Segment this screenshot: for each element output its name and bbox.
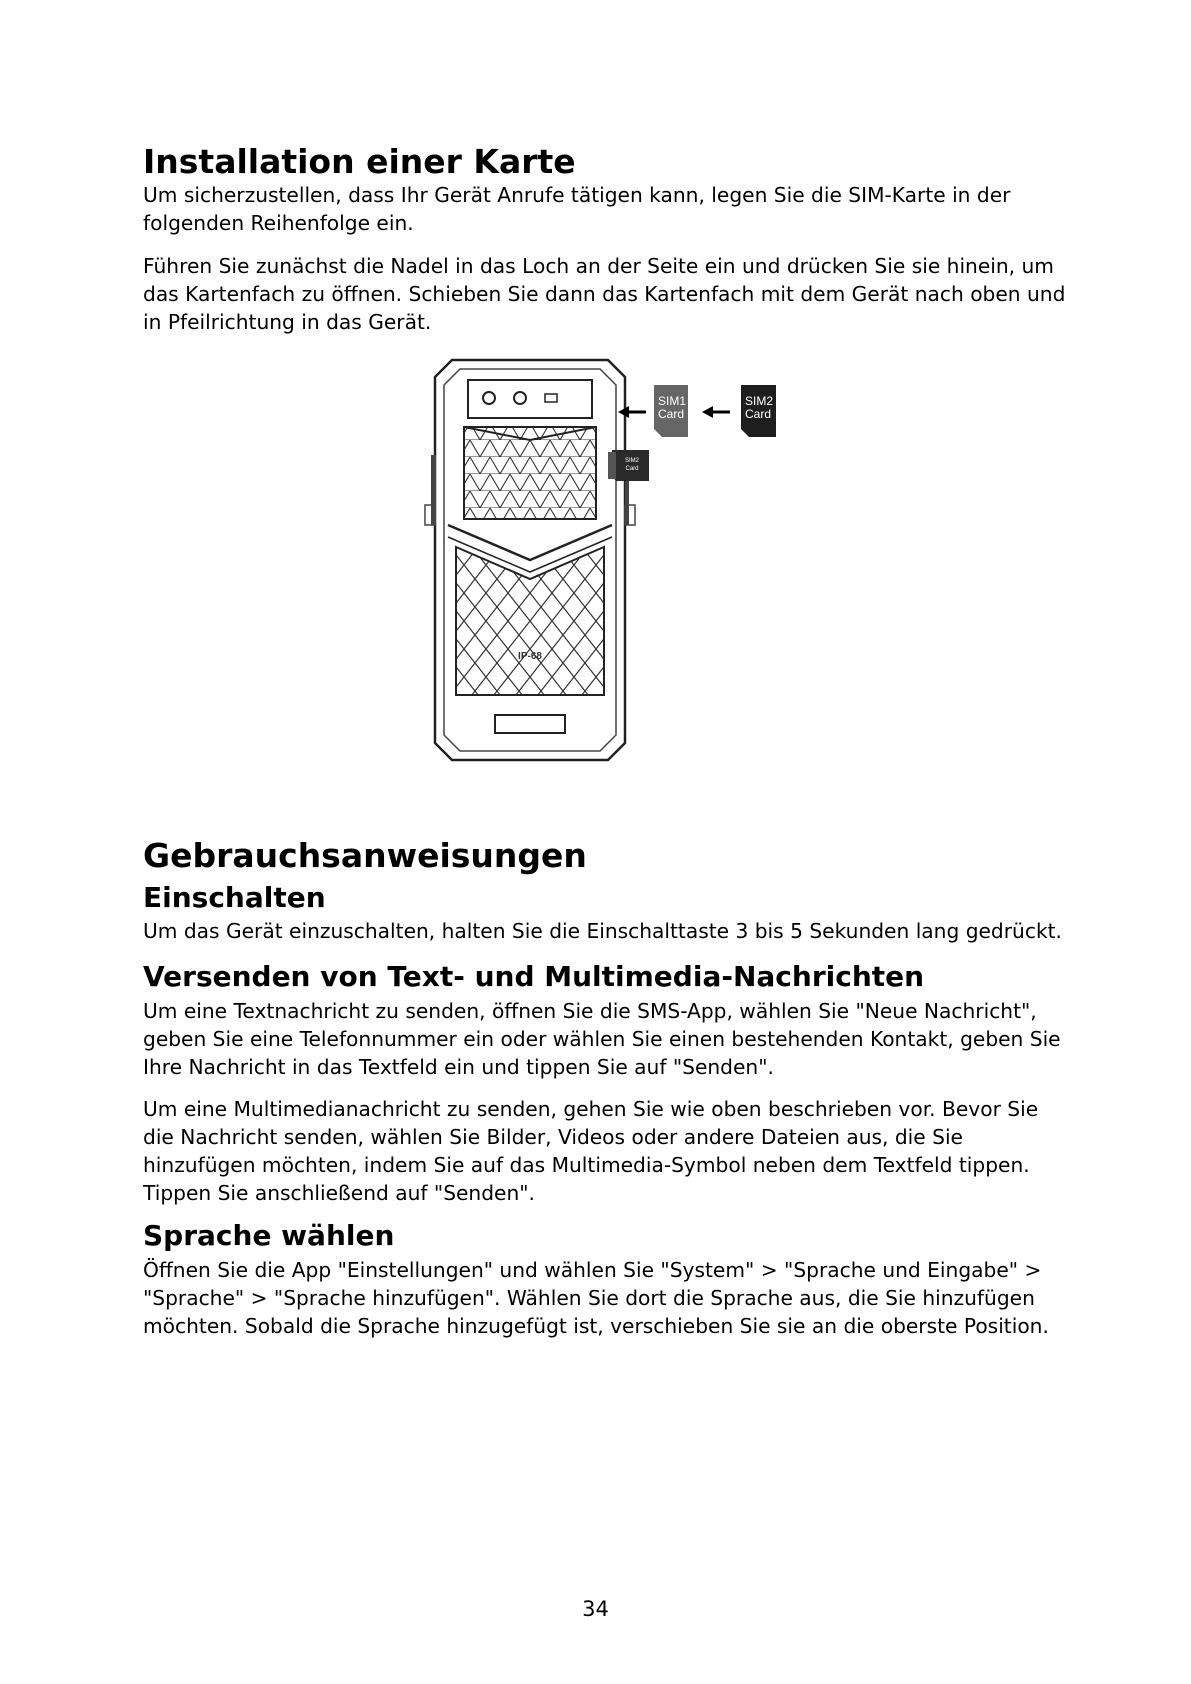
svg-text:Card: Card <box>625 466 639 472</box>
svg-text:SIM2: SIM2 <box>745 394 774 408</box>
subheading-language: Sprache wählen <box>143 1219 395 1252</box>
paragraph-card-steps: Führen Sie zunächst die Nadel in das Loch an der Seite ein und drücken Sie sie hinein, um das Kartenfach zu öffnen. Schieben Sie dann das Kartenfach mit dem Gerät nach oben und in Pfeilrichtung in das Gerät. <box>143 254 1066 334</box>
section-title-instructions: Gebrauchsanweisungen <box>143 836 587 875</box>
paragraph-multimedia-message: Um eine Multimedianachricht zu senden, gehen Sie wie oben beschrieben vor. Bevor Sie die Nachricht senden, wählen Sie Bilder, Videos oder andere Dateien aus, die Sie hinzufügen möchten, indem Sie auf das Multimedia-Symbol neben dem Textfeld tippen. Tippen Sie anschließend auf "Senden". <box>143 1097 1039 1205</box>
svg-text:SIM2: SIM2 <box>624 458 640 464</box>
section-title-card-installation: Installation einer Karte <box>143 142 576 181</box>
svg-text:Card: Card <box>658 407 685 421</box>
small-sim-card <box>608 450 649 481</box>
sim1-card <box>654 385 688 437</box>
paragraph-card-intro: Um sicherzustellen, dass Ihr Gerät Anrufe tätigen kann, legen Sie die SIM-Karte in der folgenden Reihenfolge ein. <box>143 183 1011 235</box>
svg-text:SIM1: SIM1 <box>658 394 687 408</box>
arrow-left-icon <box>702 406 730 418</box>
paragraph-text-message: Um eine Textnachricht zu senden, öffnen Sie die SMS-App, wählen Sie "Neue Nachricht", geben Sie eine Telefonnummer ein oder wählen Sie einen bestehenden Kontakt, geben Sie Ihre Nachricht in das Textfeld ein und tippen Sie auf "Senden". <box>143 999 1061 1079</box>
phone-back-drawing <box>425 360 635 760</box>
subheading-power-on: Einschalten <box>143 881 326 914</box>
page-number: 34 <box>582 1597 609 1621</box>
paragraph-power-on: Um das Gerät einzuschalten, halten Sie die Einschalttaste 3 bis 5 Sekunden lang gedrückt. <box>143 919 1062 943</box>
device-ip-label: IP-68 <box>518 651 542 662</box>
sim-installation-figure <box>420 355 790 765</box>
sim2-card <box>741 385 776 437</box>
svg-text:Card: Card <box>745 407 772 421</box>
subheading-messages: Versenden von Text- und Multimedia-Nachrichten <box>143 960 925 993</box>
paragraph-language: Öffnen Sie die App "Einstellungen" und wählen Sie "System" > "Sprache und Eingabe" > "Sprache" > "Sprache hinzufügen". Wählen Sie dort die Sprache aus, die Sie hinzufügen möchten. Sobald die Sprache hinzugefügt ist, verschieben Sie sie an die oberste Position. <box>143 1258 1049 1338</box>
